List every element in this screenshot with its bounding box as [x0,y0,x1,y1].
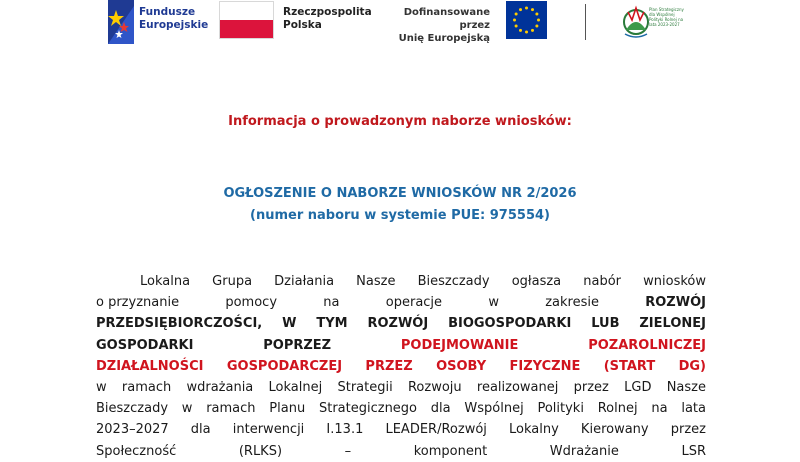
body-line-1-text: Lokalna Grupa Działania Nasze Bieszczady ogłasza nabór wniosków [140,274,706,289]
announcement-title: OGŁOSZENIE O NABORZE WNIOSKÓW NR 2/2026 [223,186,577,201]
body-line-6 [96,377,706,398]
eu-star-icon [519,29,522,32]
announcement-body [96,271,706,462]
eu-star-icon [519,8,522,11]
announcement-subtitle: (numer naboru w systemie PUE: 975554) [250,208,550,223]
eu-star-icon [535,13,538,16]
info-title: Informacja o prowadzonym naborze wniosków: [228,114,572,129]
body-line-2 [96,292,706,313]
eu-star-icon [515,13,518,16]
body-line-8-text: 2023–2027 dla interwencji I.13.1 LEADER/Rozwój Lokalny Kierowany przez [96,422,706,438]
eu-star-icon [515,25,518,28]
body-word-highlight: POZAROLNICZEJ [588,337,706,353]
body-line-3 [96,313,706,334]
leader-plan-label: Plan Strategiczny dla Wspólnej Polityki Rolnej na lata 2023-2027 [649,7,684,27]
fundusze-europejskie-logo [108,0,134,44]
body-word: na [323,295,340,311]
body-word-bold: POPRZEZ [263,337,332,353]
eu-star-icon [525,7,528,10]
pl-line1: Rzeczpospolita [283,6,372,18]
fundusze-europejskie-label [139,6,208,32]
body-line-7-text: Bieszczady w ramach Planu Strategicznego dla Wspólnej Polityki Rolnej na lata [96,401,706,417]
eu-star-icon [537,19,540,22]
body-word: w [488,295,499,311]
body-word-highlight: PODEJMOWANIE [400,337,519,353]
eu-star-icon [535,25,538,28]
logo-divider [585,4,586,40]
eu-line1: Dofinansowane przez [403,7,490,31]
body-line-5-text: DZIAŁALNOŚCI GOSPODARCZEJ PRZEZ OSOBY FIZYCZNE (START DG) [96,358,706,374]
body-line-9-text: Społeczność (RLKS) – komponent Wdrażanie LSR [96,443,706,459]
body-line-9 [96,441,706,462]
eu-star-icon [513,19,516,22]
eu-flag-icon [506,1,547,39]
body-line-6-text: w ramach wdrażania Lokalnej Strategii Rozwoju realizowanej przez LGD Nasze [96,380,706,396]
logo-bar [0,0,800,48]
body-word: pomocy [225,295,278,311]
body-line-5 [96,356,706,377]
announcement-heading [0,183,800,227]
pl-line2: Polska [283,19,322,31]
eu-star-icon [531,29,534,32]
body-line-1 [96,271,706,292]
polish-flag-icon [219,1,274,39]
body-line-4 [96,335,706,356]
fe-line2: Europejskie [139,19,209,31]
eu-line2: Unię Europejską [398,33,490,44]
body-line-3-text: PRZEDSIĘBIORCZOŚCI, W TYM ROZWÓJ BIOGOSPODARKI LUB ZIELONEJ [96,316,706,332]
eu-star-icon [531,8,534,11]
eu-star-icon [525,31,528,34]
fe-line1: Fundusze [139,6,196,18]
body-word: operacje [385,295,443,311]
rzeczpospolita-polska-label [283,6,372,32]
body-line-7 [96,398,706,419]
eu-funding-label [380,6,490,45]
body-word: o przyznanie [96,295,180,311]
body-word: zakresie [545,295,599,311]
body-line-8 [96,419,706,440]
body-word-bold: GOSPODARKI [96,337,194,353]
body-word-bold: ROZWÓJ [645,295,706,311]
